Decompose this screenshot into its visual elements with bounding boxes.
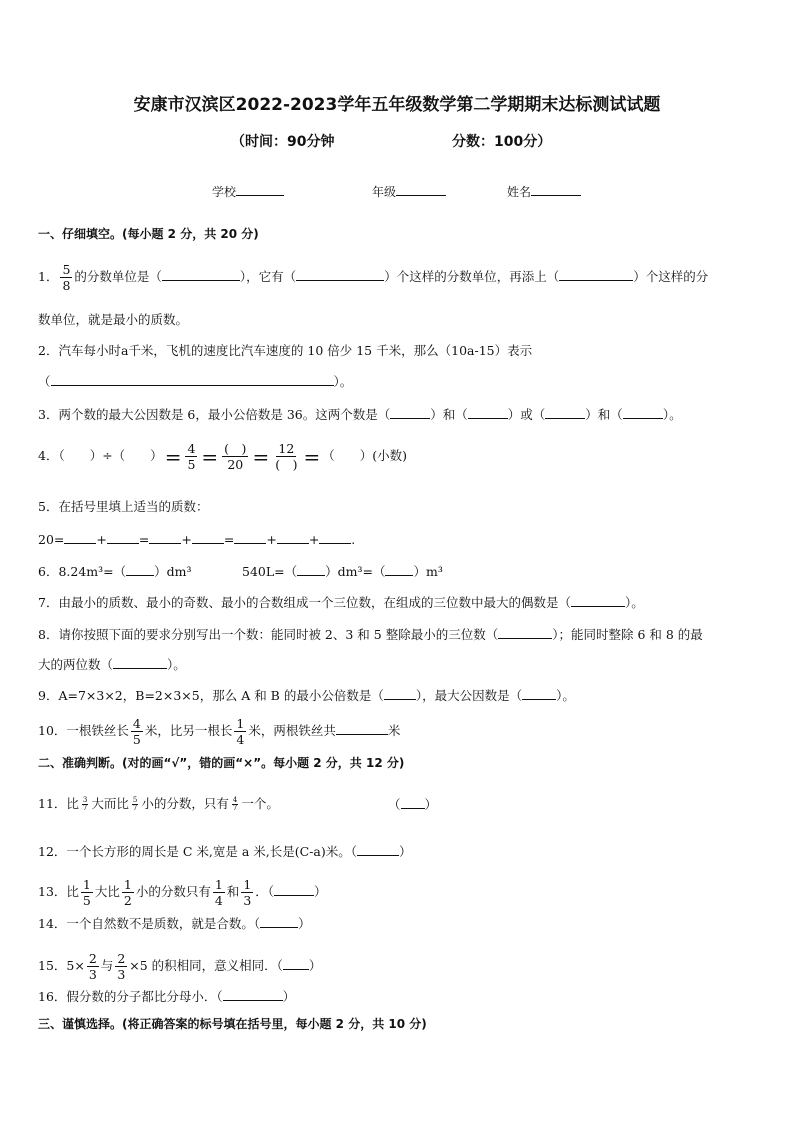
fraction [234, 716, 246, 747]
answer-blank[interactable] [384, 686, 416, 700]
page-title: 安康市汉滨区2022-2023学年五年级数学第二学期期末达标测试试题 [133, 95, 661, 115]
text: ）或（ [507, 407, 546, 422]
text: ） [424, 797, 438, 812]
fraction [81, 877, 93, 908]
text: 和 [226, 884, 240, 899]
equals-sign: = [138, 532, 150, 547]
fraction [231, 797, 239, 812]
text: 一个。 [241, 796, 279, 811]
text: 6．8.24m³=（ [38, 564, 127, 579]
denominator: 5 [132, 732, 141, 747]
denominator: 3 [88, 967, 97, 982]
section-heading-3: 三、谨慎选择。(将正确答案的标号填在括号里，每小题 2 分，共 10 分) [38, 1017, 427, 1031]
equals-sign: = [223, 532, 235, 547]
text: ） [314, 884, 327, 899]
text: 大而比 [91, 796, 129, 811]
fraction [115, 951, 127, 982]
fraction [87, 951, 99, 982]
numerator: 1 [214, 877, 223, 892]
answer-blank[interactable] [277, 530, 309, 544]
text: （ ）(小数) [322, 448, 407, 463]
fraction [241, 877, 253, 908]
denominator: 5 [82, 893, 91, 908]
fraction [60, 262, 72, 293]
numerator: 1 [243, 877, 252, 892]
text: 8．请你按照下面的要求分别写出一个数：能同时被 2、3 和 5 整除最小的三位数（ [38, 627, 499, 642]
text: ）dm³=（ [325, 564, 386, 579]
text: ）dm³ [154, 564, 192, 579]
text: 米，比另一根长 [144, 723, 233, 738]
text: ）个这样的分数单位，再添上（ [384, 269, 560, 284]
fraction [131, 797, 139, 812]
numerator[interactable]: ( ) [224, 441, 247, 456]
answer-blank[interactable] [336, 721, 388, 735]
text: 小的分数只有 [135, 884, 211, 899]
numerator: 3 [82, 796, 88, 804]
numerator: 2 [88, 951, 97, 966]
numerator: 5 [132, 796, 138, 804]
text: 16．假分数的分子都比分母小．（ [38, 989, 223, 1004]
equals-sign: = [252, 444, 270, 469]
denominator: 20 [227, 457, 244, 472]
numerator: 12 [278, 441, 295, 456]
question-6 [38, 562, 192, 581]
text: 15．5× [38, 958, 85, 973]
text: 14．一个自然数不是质数，就是合数。（ [38, 916, 261, 931]
answer-blank[interactable] [390, 405, 430, 419]
text: . [351, 532, 356, 547]
fraction [131, 716, 143, 747]
text: ），它有（ [239, 269, 297, 284]
name-blank[interactable] [531, 182, 581, 196]
text: 13．比 [38, 884, 79, 899]
answer-blank[interactable] [192, 530, 224, 544]
answer-blank[interactable] [319, 530, 351, 544]
exam-score: 分数：100分） [452, 134, 552, 150]
denominator: 4 [214, 893, 223, 908]
numerator: 1 [82, 877, 91, 892]
question-6-part2 [242, 562, 443, 581]
question-8-cont [38, 655, 186, 674]
text: ）；能同时整除 6 和 8 的最 [552, 627, 703, 642]
text: 11．比 [38, 796, 79, 811]
denominator: 4 [236, 732, 245, 747]
school-label: 学校 [212, 185, 237, 199]
fraction [213, 877, 225, 908]
text: 的分数单位是（ [74, 269, 162, 284]
equals-sign: = [201, 444, 219, 469]
question-14 [38, 914, 311, 933]
answer-blank[interactable] [357, 842, 399, 856]
text: 大比 [94, 884, 120, 899]
text: 与 [100, 958, 114, 973]
numerator: 4 [132, 716, 141, 731]
text: 3．两个数的最大公因数是 6，最小公倍数是 36。这两个数是（ [38, 407, 391, 422]
text: ） [298, 916, 311, 931]
denominator: 3 [117, 967, 126, 982]
text: ×5 的积相同，意义相同．（ [129, 958, 283, 973]
question-number: 1． [38, 269, 59, 284]
numerator: 4 [232, 796, 238, 804]
equals-sign: = [303, 444, 321, 469]
answer-blank[interactable] [283, 956, 309, 970]
text: ） [308, 958, 322, 973]
question-5-equation [38, 530, 355, 549]
text: ）和（ [430, 407, 468, 422]
denominator[interactable]: ( ) [275, 457, 298, 472]
text: ）。 [167, 657, 186, 672]
question-12 [38, 842, 412, 861]
question-16 [38, 987, 295, 1006]
numerator: 5 [62, 262, 71, 277]
question-11-answer [388, 795, 437, 814]
text: 大的两位数（ [38, 657, 114, 672]
question-3 [38, 405, 682, 424]
answer-blank[interactable] [149, 530, 181, 544]
text: 20= [38, 532, 65, 547]
question-5: 5．在括号里填上适当的质数： [38, 499, 209, 514]
text: ）个这样的分 [633, 269, 709, 284]
answer-blank[interactable] [522, 686, 556, 700]
school-field [212, 182, 284, 200]
denominator: 7 [82, 804, 88, 812]
grade-blank[interactable] [396, 182, 446, 196]
answer-blank[interactable] [385, 562, 413, 576]
question-15 [38, 951, 321, 982]
denominator: 7 [132, 804, 138, 812]
question-10 [38, 716, 400, 747]
answer-blank[interactable] [107, 530, 139, 544]
answer-blank[interactable] [234, 530, 266, 544]
question-1-cont: 数单位，就是最小的质数。 [38, 312, 189, 327]
numerator: 4 [187, 441, 196, 456]
answer-blank[interactable] [126, 562, 154, 576]
answer-blank[interactable] [113, 655, 167, 669]
section-heading-2: 二、准确判断。(对的画“√”，错的画“×”。每小题 2 分，共 12 分) [38, 756, 405, 770]
answer-blank[interactable] [401, 795, 425, 809]
name-field [507, 182, 581, 200]
text: 米 [387, 723, 401, 738]
question-1 [38, 262, 708, 293]
fraction [222, 441, 248, 472]
answer-blank[interactable] [571, 593, 625, 607]
text: （ [388, 797, 401, 812]
denominator: 7 [232, 804, 238, 812]
name-label: 姓名 [507, 185, 532, 199]
question-2: 2．汽车每小时a千米，飞机的速度比汽车速度的 10 倍少 15 千米，那么（10a-15）表示 [38, 343, 533, 358]
question-13 [38, 877, 327, 908]
denominator: 3 [243, 893, 252, 908]
denominator: 2 [123, 893, 132, 908]
answer-blank[interactable] [274, 882, 314, 896]
text: ）m³ [413, 564, 443, 579]
text: （ [38, 374, 51, 389]
grade-label: 年级 [372, 185, 397, 199]
answer-blank[interactable] [260, 914, 298, 928]
question-9 [38, 686, 575, 705]
text: 10．一根铁丝长 [38, 723, 129, 738]
answer-blank[interactable] [296, 267, 384, 281]
question-4 [38, 441, 407, 472]
text: 7．由最小的质数、最小的奇数、最小的合数组成一个三位数，在组成的三位数中最大的偶数是（ [38, 595, 571, 610]
text: 9．A=7×3×2，B=2×3×5，那么 A 和 B 的最小公倍数是（ [38, 688, 384, 703]
fraction [273, 441, 299, 472]
fraction [81, 797, 89, 812]
fraction [185, 441, 197, 472]
plus-sign: + [266, 532, 277, 547]
plus-sign: + [181, 532, 192, 547]
text: ）。 [662, 407, 682, 422]
question-2-answer [38, 372, 352, 391]
numerator: 1 [123, 877, 132, 892]
question-8 [38, 625, 703, 644]
question-7 [38, 593, 644, 612]
plus-sign: + [96, 532, 107, 547]
text: 小的分数，只有 [141, 796, 229, 811]
answer-blank[interactable] [64, 530, 96, 544]
answer-blank[interactable] [223, 987, 283, 1001]
exam-time: （时间：90分钟 [231, 134, 335, 150]
equals-sign: = [164, 444, 182, 469]
text: ）。 [556, 688, 575, 703]
grade-field [372, 182, 446, 200]
text: 4．（ ）÷（ ） [38, 448, 163, 463]
answer-blank[interactable] [468, 405, 508, 419]
answer-blank[interactable] [51, 372, 334, 386]
numerator: 1 [236, 716, 245, 731]
text: ）。 [624, 595, 644, 610]
text: 米，两根铁丝共 [248, 723, 336, 738]
section-heading-1: 一、仔细填空。(每小题 2 分，共 20 分) [38, 227, 259, 241]
plus-sign: + [308, 532, 320, 547]
text: ）和（ [585, 407, 623, 422]
answer-blank[interactable] [297, 562, 325, 576]
answer-blank[interactable] [545, 405, 585, 419]
text: ．（ [255, 884, 275, 899]
answer-blank[interactable] [498, 625, 552, 639]
denominator: 8 [62, 278, 71, 293]
school-blank[interactable] [236, 182, 284, 196]
text: 540L=（ [242, 564, 298, 579]
text: ）。 [333, 374, 353, 389]
answer-blank[interactable] [162, 267, 240, 281]
numerator: 2 [117, 951, 126, 966]
question-11 [38, 795, 279, 813]
denominator: 5 [187, 457, 196, 472]
text: 12．一个长方形的周长是 C 米,宽是 a 米,长是(C-a)米。（ [38, 844, 358, 859]
answer-blank[interactable] [623, 405, 663, 419]
text: ） [282, 989, 296, 1004]
text: ），最大公因数是（ [415, 688, 523, 703]
answer-blank[interactable] [559, 267, 633, 281]
fraction [122, 877, 134, 908]
text: ） [399, 844, 412, 859]
